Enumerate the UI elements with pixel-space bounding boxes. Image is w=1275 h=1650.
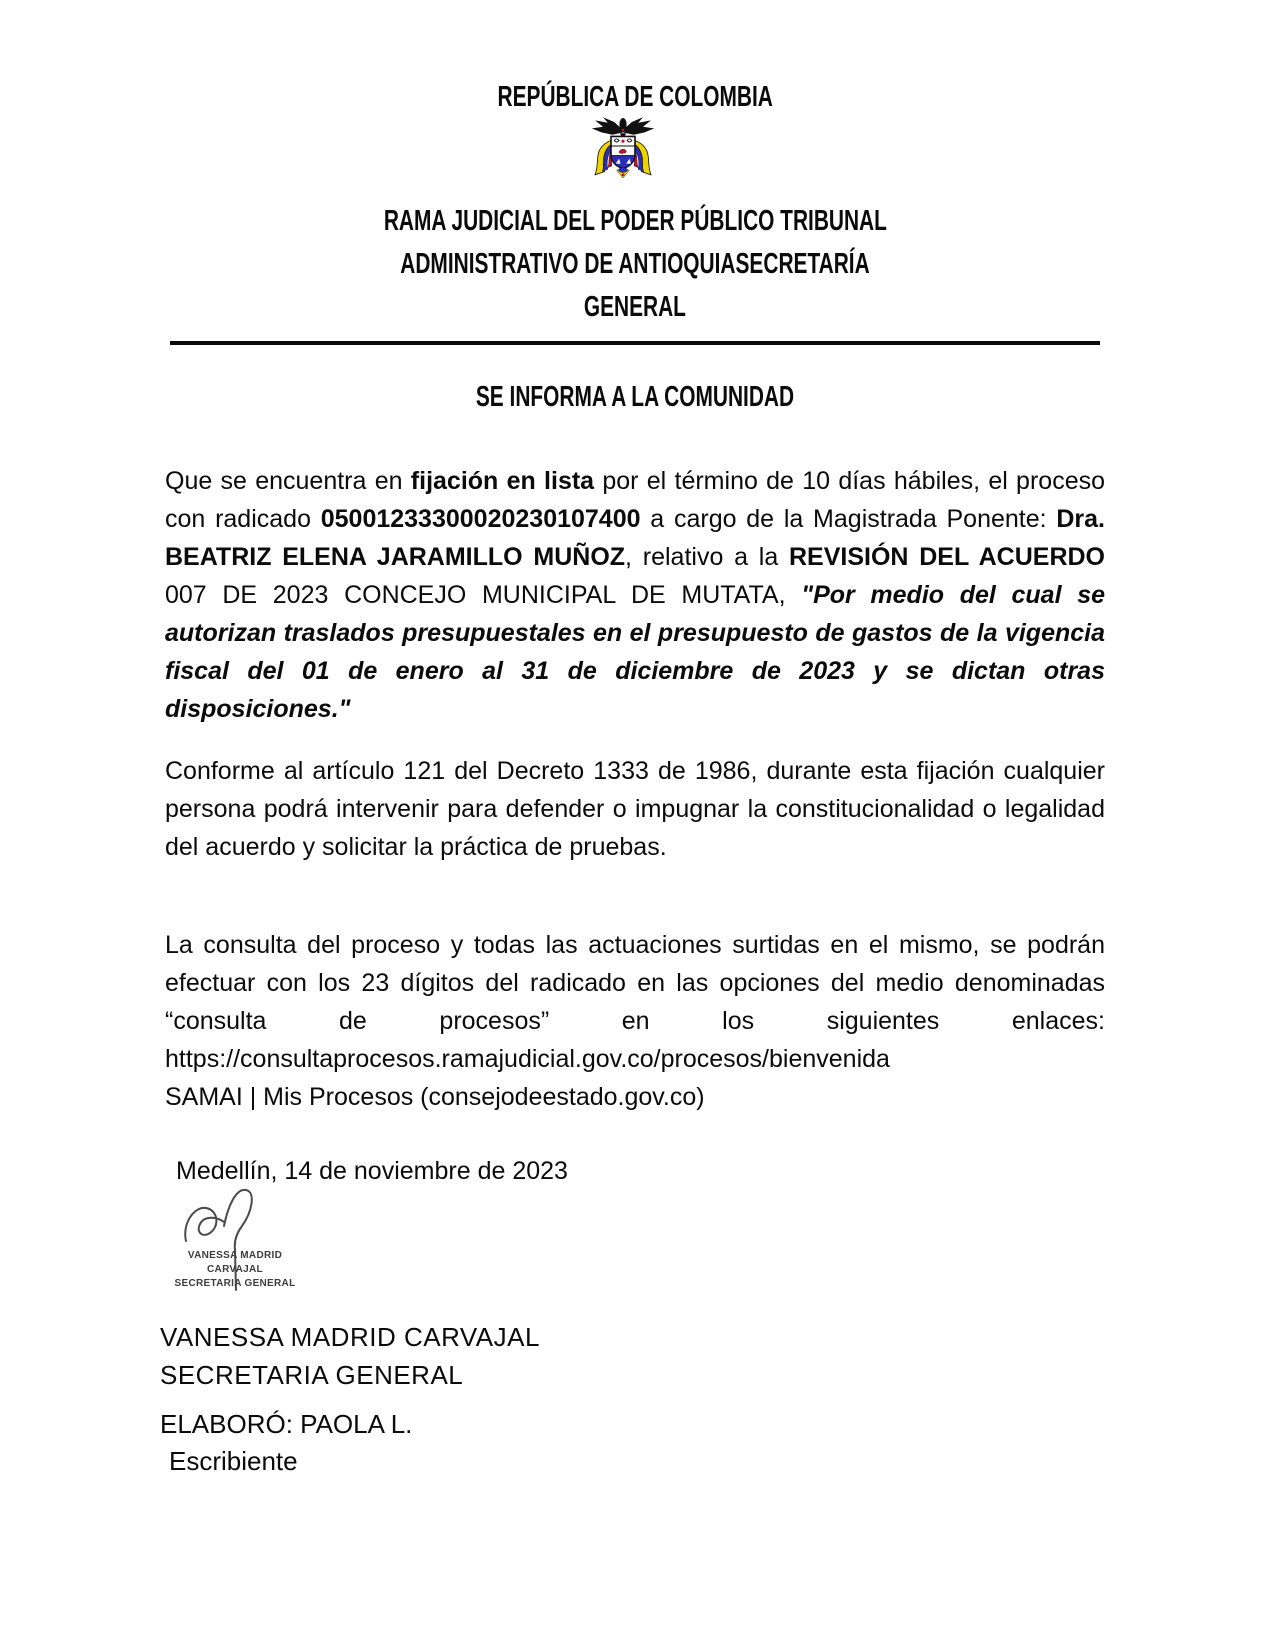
body-text: Que se encuentra en [165,467,411,495]
elaborated-by-line: ELABORÓ: PAOLA L. [160,1409,413,1439]
radicado-number: 05001233300020230107400 [320,505,641,533]
paragraph-decreto-1333 [165,752,1105,866]
shield [611,136,635,168]
body-text: a cargo de la Magistrada Ponente: [640,505,1057,533]
signer-block [160,1318,540,1394]
institution-line-2: ADMINISTRATIVO DE ANTIOQUIASECRETARÍA [400,248,870,280]
signature-stamp [168,1249,302,1291]
body-text: Conforme al artículo 121 del Decreto 1333 de 1986, durante esta fijación cualquier persona podrá intervenir para defender o impugnar la constitucionalidad o legalidad del acuerdo y solicitar la práctica de pruebas. [165,757,1105,861]
role-line: Escribiente [169,1446,298,1476]
revision-del-acuerdo-bold: REVISIÓN DEL ACUERDO [789,543,1106,571]
paragraph-fijacion-en-lista [165,462,1105,728]
institution-title [165,202,1105,331]
signer-title: SECRETARIA GENERAL [160,1360,464,1390]
institution-line-1: RAMA JUDICIAL DEL PODER PÚBLICO TRIBUNAL [383,205,887,237]
elaboration-block [160,1406,412,1480]
stamp-title: SECRETARIA GENERAL [174,1278,296,1289]
fijacion-en-lista-bold: fijación en lista [410,467,595,495]
paragraph-consulta-proceso [165,926,1105,1116]
consulta-procesos-url: https://consultaprocesos.ramajudicial.gov.co/procesos/bienvenida [165,1045,890,1073]
consulta-intro-text: La consulta del proceso y todas las actuaciones surtidas en el mismo, se podrán efectuar con los 23 dígitos del radicado en las opciones del medio denominadas “consulta de procesos” en los siguientes enlaces: [165,931,1105,1035]
samai-mis-procesos-line: SAMAI | Mis Procesos (consejodeestado.gov.co) [165,1083,705,1111]
colombia-coat-of-arms-icon [0,114,1275,199]
body-text: , relativo a la [625,543,789,571]
condor-right-wing [623,117,654,135]
acuerdo-quote-italic: "Por medio del cual se autorizan traslados presupuestales en el presupuesto de gastos de la vigencia fiscal del 01 de enero al 31 de diciembre de 2023 y se dictan otras disposiciones." [165,581,1106,723]
header-divider [170,341,1100,345]
magistrada-name: Dra. BEATRIZ ELENA JARAMILLO MUÑOZ [165,505,1105,571]
signer-name: VANESSA MADRID CARVAJAL [160,1322,540,1352]
institution-line-3: GENERAL [583,291,687,323]
notice-title: SE INFORMA A LA COMUNIDAD [475,381,795,413]
body-text: por el término de 10 días hábiles, el proceso con radicado [165,467,1105,533]
condor-left-wing [591,117,622,135]
republic-title: REPÚBLICA DE COLOMBIA [497,81,773,113]
city-date-line: Medellín, 14 de noviembre de 2023 [176,1157,568,1185]
body-text: 007 DE 2023 CONCEJO MUNICIPAL DE MUTATA, [165,581,802,609]
stamp-name: VANESSA MADRID CARVAJAL [187,1250,283,1275]
